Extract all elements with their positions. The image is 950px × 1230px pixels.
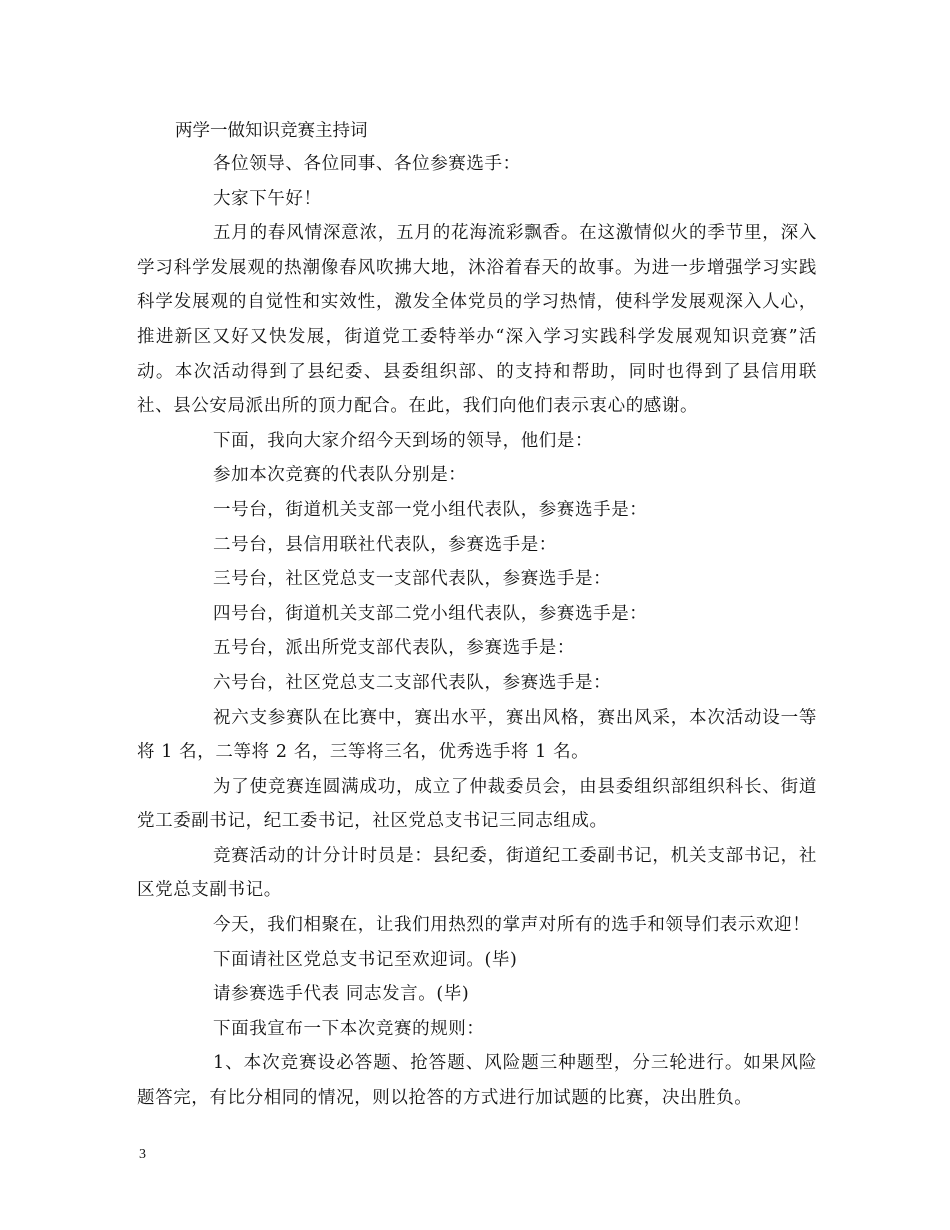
paragraph-team-5: 五号台，派出所党支部代表队，参赛选手是： xyxy=(213,638,575,659)
paragraph-introduce-leaders: 下面，我向大家介绍今天到场的领导，他们是： xyxy=(213,430,594,451)
document-title: 两学一做知识竞赛主持词 xyxy=(175,121,368,141)
document-body xyxy=(137,115,817,1116)
paragraph-rule-1: 1、本次竞赛设必答题、抢答题、风险题三种题型，分三轮进行。如果风险题答完，有比分相同的情况，则以抢答的方式进行加试题的比赛，决出胜负。 xyxy=(137,1053,817,1109)
paragraph-team-6: 六号台，社区党总支二支部代表队，参赛选手是： xyxy=(213,672,612,693)
paragraph-team-3: 三号台，社区党总支一支部代表队，参赛选手是： xyxy=(213,569,612,590)
paragraph-scorekeepers: 竞赛活动的计分计时员是：县纪委，街道纪工委副书记，机关支部书记，社区党总支副书记。 xyxy=(137,845,817,901)
paragraph-arbitration: 为了使竞赛连圆满成功，成立了仲裁委员会，由县委组织部组织科长、街道党工委副书记，纪工委书记，社区党总支书记三同志组成。 xyxy=(137,776,817,832)
paragraph-team-2: 二号台，县信用联社代表队，参赛选手是： xyxy=(213,534,557,555)
paragraph-good-afternoon: 大家下午好！ xyxy=(213,188,322,209)
paragraph-team-4: 四号台，街道机关支部二党小组代表队，参赛选手是： xyxy=(213,603,648,624)
paragraph-opening: 五月的春风情深意浓，五月的花海流彩飘香。在这激情似火的季节里，深入学习科学发展观的热潮像春风吹拂大地，沐浴着春天的故事。为进一步增强学习实践科学发展观的自觉性和实效性，激发全体党员的学习热情，使科学发展观深入人心，推进新区又好又快发展，街道党工委特举办“深入学习实践科学发展观知识竞赛”活动。本次活动得到了县纪委、县委组织部、的支持和帮助，同时也得到了县信用联社、县公安局派出所的顶力配合。在此，我们向他们表示衷心的感谢。 xyxy=(137,223,817,417)
paragraph-welcome: 今天，我们相聚在，让我们用热烈的掌声对所有的选手和领导们表示欢迎！ xyxy=(213,915,811,936)
paragraph-greeting: 各位领导、各位同事、各位参赛选手： xyxy=(213,154,521,174)
page-number: 3 xyxy=(139,1147,146,1162)
paragraph-team-1: 一号台，街道机关支部一党小组代表队，参赛选手是： xyxy=(213,499,648,520)
paragraph-teams-intro: 参加本次竞赛的代表队分别是： xyxy=(213,465,467,486)
paragraph-awards: 祝六支参赛队在比赛中，赛出水平，赛出风格，赛出风采，本次活动设一等将 1 名，二等将 2 名，三等将三名，优秀选手将 1 名。 xyxy=(137,707,817,763)
paragraph-rules-intro: 下面我宣布一下本次竞赛的规则： xyxy=(213,1018,485,1039)
paragraph-contestant-speech: 请参赛选手代表 同志发言。(毕) xyxy=(213,984,470,1005)
paragraph-welcome-speech: 下面请社区党总支书记至欢迎词。(毕) xyxy=(213,949,518,970)
